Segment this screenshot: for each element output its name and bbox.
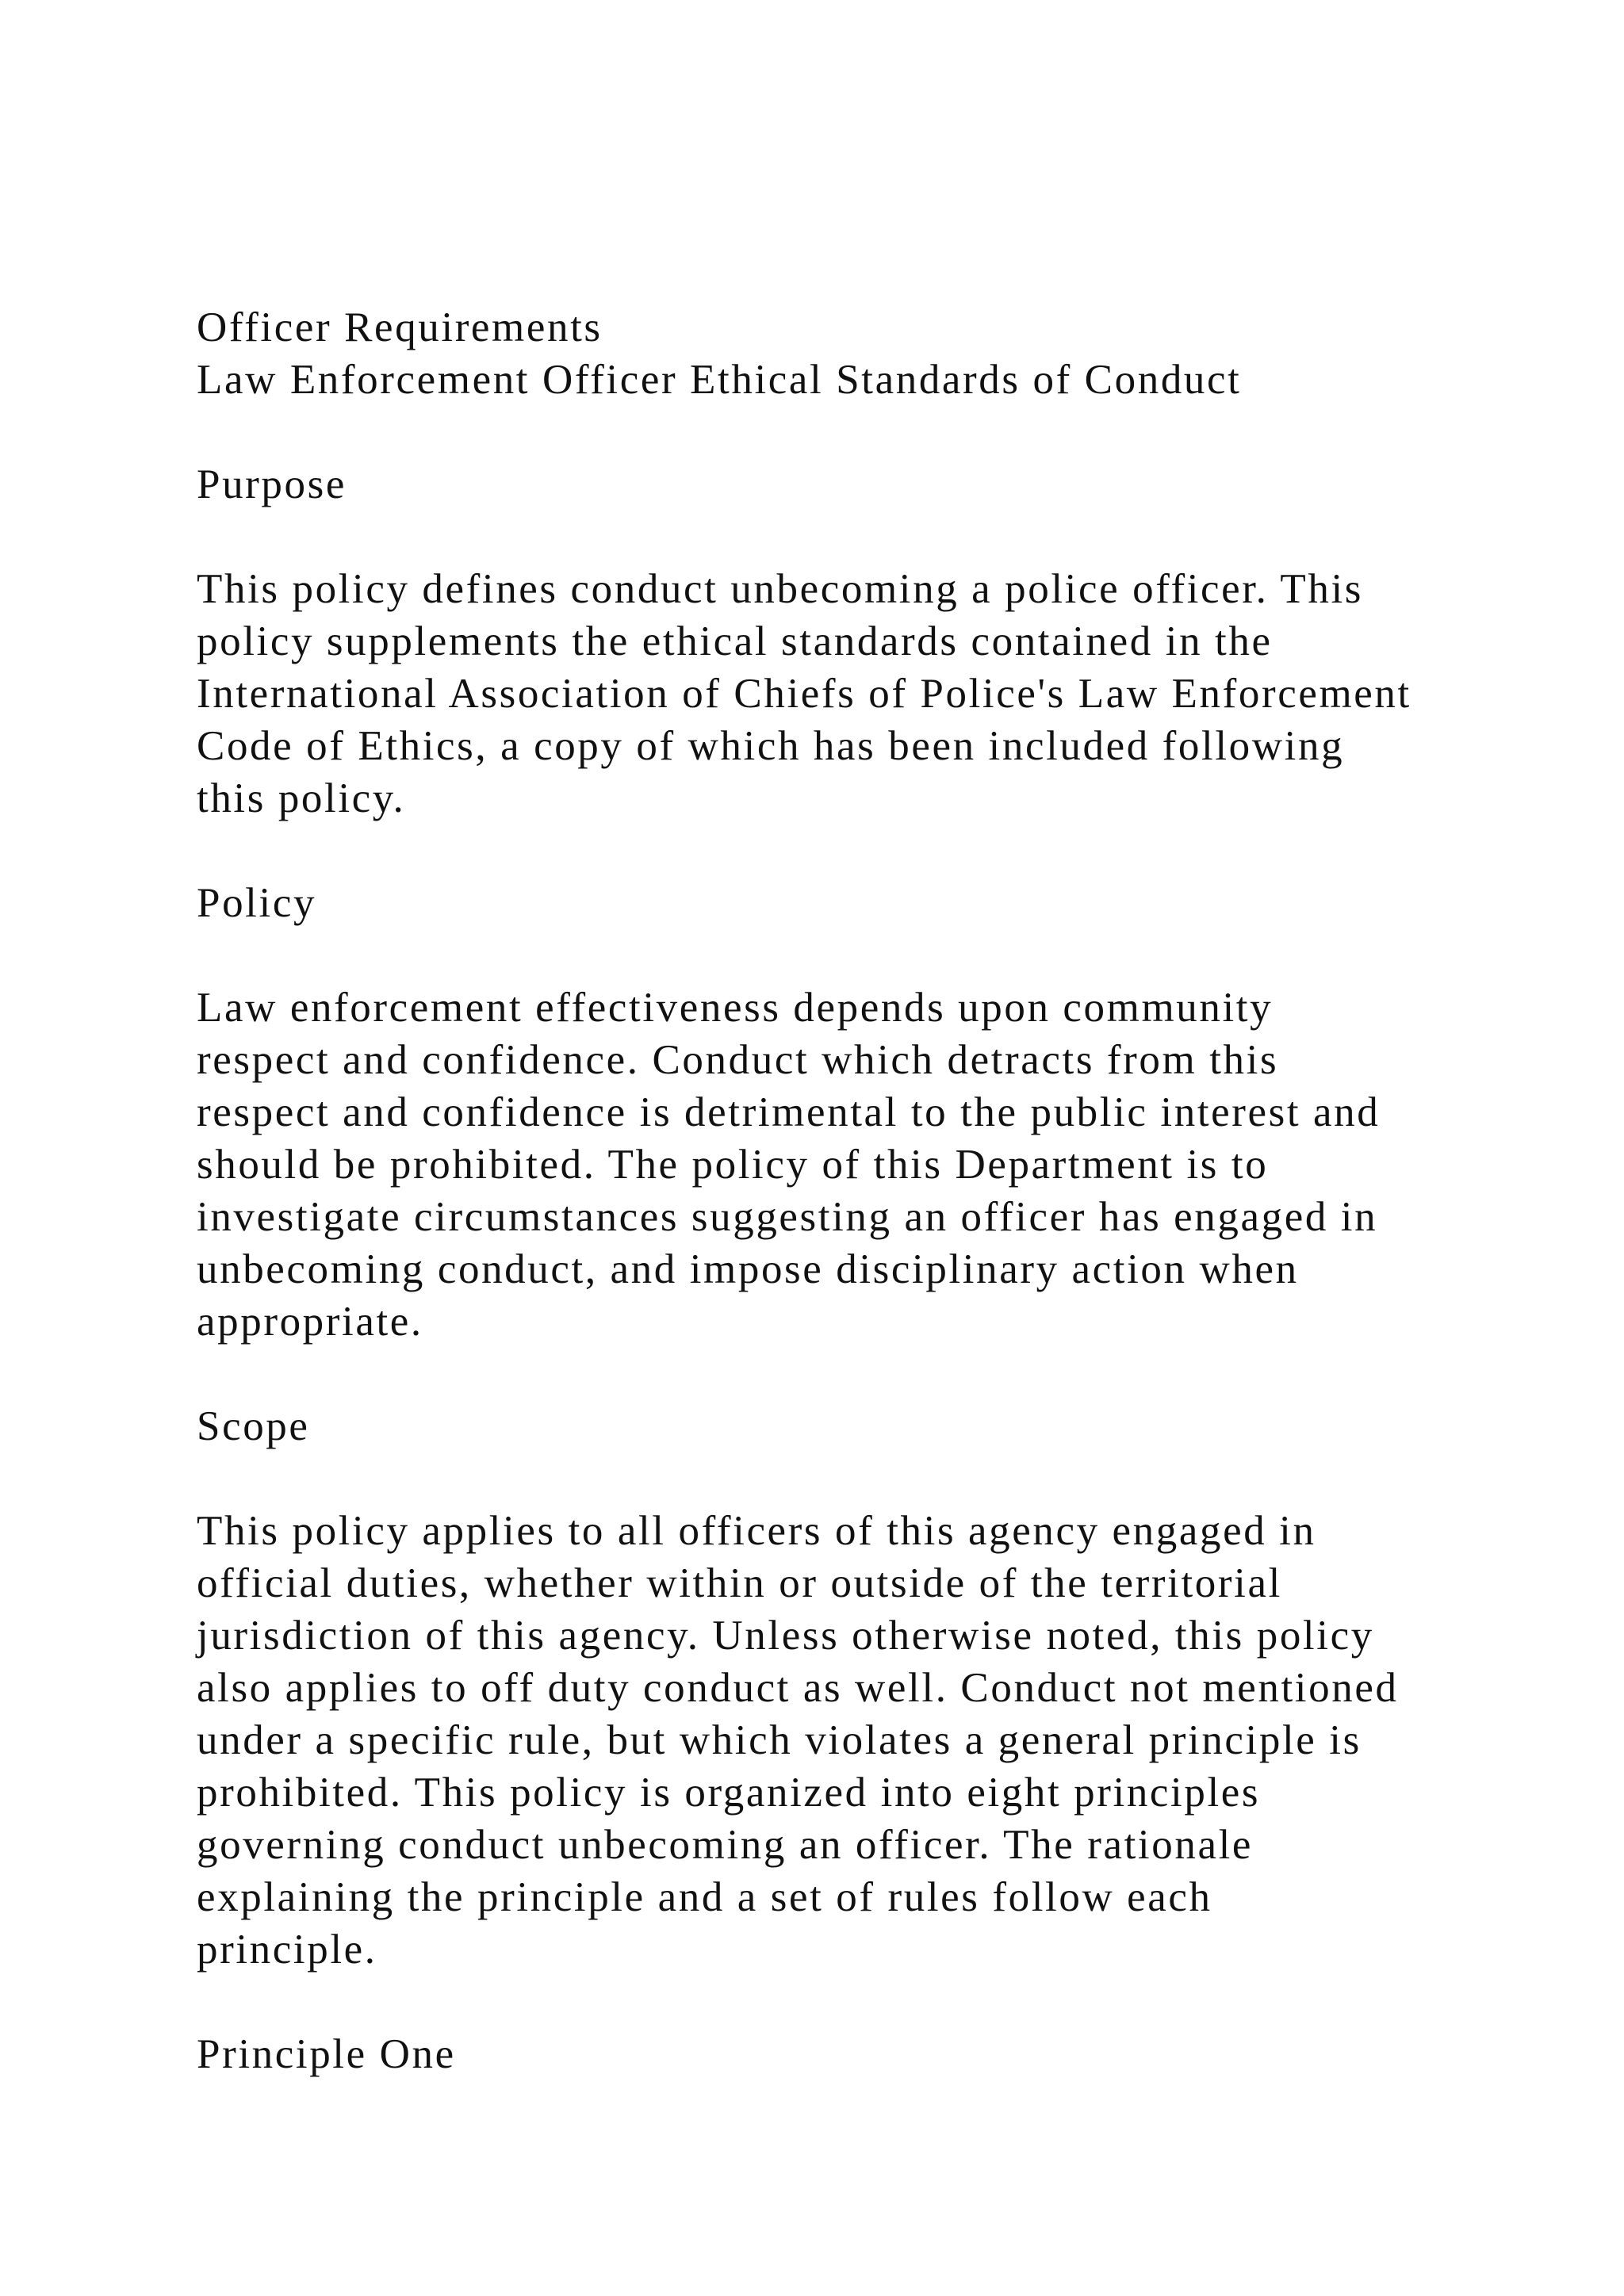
paragraph-line: this policy.: [197, 775, 406, 821]
paragraph-line: This policy applies to all officers of this agency engaged in: [197, 1508, 1316, 1554]
blank-line: [197, 511, 1497, 563]
section-heading-scope: Scope: [197, 1403, 310, 1449]
paragraph-line: principle.: [197, 1927, 377, 1973]
blank-line: [197, 1452, 1497, 1505]
blank-line: [197, 825, 1497, 877]
paragraph-line: Law enforcement effectiveness depends upon community: [197, 985, 1274, 1031]
document-body: [197, 301, 1497, 2080]
section-heading-purpose: Purpose: [197, 461, 347, 507]
paragraph-line: under a specific rule, but which violates a general principle is: [197, 1717, 1362, 1763]
paragraph-line: official duties, whether within or outside of the territorial: [197, 1560, 1282, 1606]
paragraph-line: also applies to off duty conduct as well. Conduct not mentioned: [197, 1665, 1399, 1711]
paragraph-line: unbecoming conduct, and impose disciplinary action when: [197, 1246, 1299, 1292]
paragraph-line: jurisdiction of this agency. Unless otherwise noted, this policy: [197, 1613, 1374, 1659]
paragraph-line: This policy defines conduct unbecoming a police officer. This: [197, 566, 1363, 612]
section-heading-policy: Policy: [197, 880, 317, 926]
paragraph-line: governing conduct unbecoming an officer. The rationale: [197, 1822, 1254, 1868]
blank-line: [197, 1348, 1497, 1400]
paragraph-line: explaining the principle and a set of rules follow each: [197, 1874, 1212, 1920]
paragraph-line: respect and confidence is detrimental to the public interest and: [197, 1089, 1381, 1135]
paragraph-line: policy supplements the ethical standards contained in the: [197, 618, 1273, 664]
blank-line: [197, 1976, 1497, 2028]
paragraph-line: prohibited. This policy is organized into eight principles: [197, 1770, 1261, 1816]
paragraph-line: investigate circumstances suggesting an officer has engaged in: [197, 1194, 1378, 1240]
blank-line: [197, 406, 1497, 458]
paragraph-line: International Association of Chiefs of Police's Law Enforcement: [197, 671, 1411, 717]
paragraph-line: Code of Ethics, a copy of which has been included following: [197, 723, 1345, 769]
paragraph-line: appropriate.: [197, 1299, 423, 1345]
paragraph-line: respect and confidence. Conduct which detracts from this: [197, 1037, 1279, 1083]
blank-line: [197, 929, 1497, 982]
paragraph-line: should be prohibited. The policy of this Department is to: [197, 1142, 1269, 1188]
section-heading-principle-one: Principle One: [197, 2031, 456, 2077]
document-title: Officer Requirements: [197, 304, 603, 350]
document-subtitle: Law Enforcement Officer Ethical Standards of Conduct: [197, 357, 1242, 403]
